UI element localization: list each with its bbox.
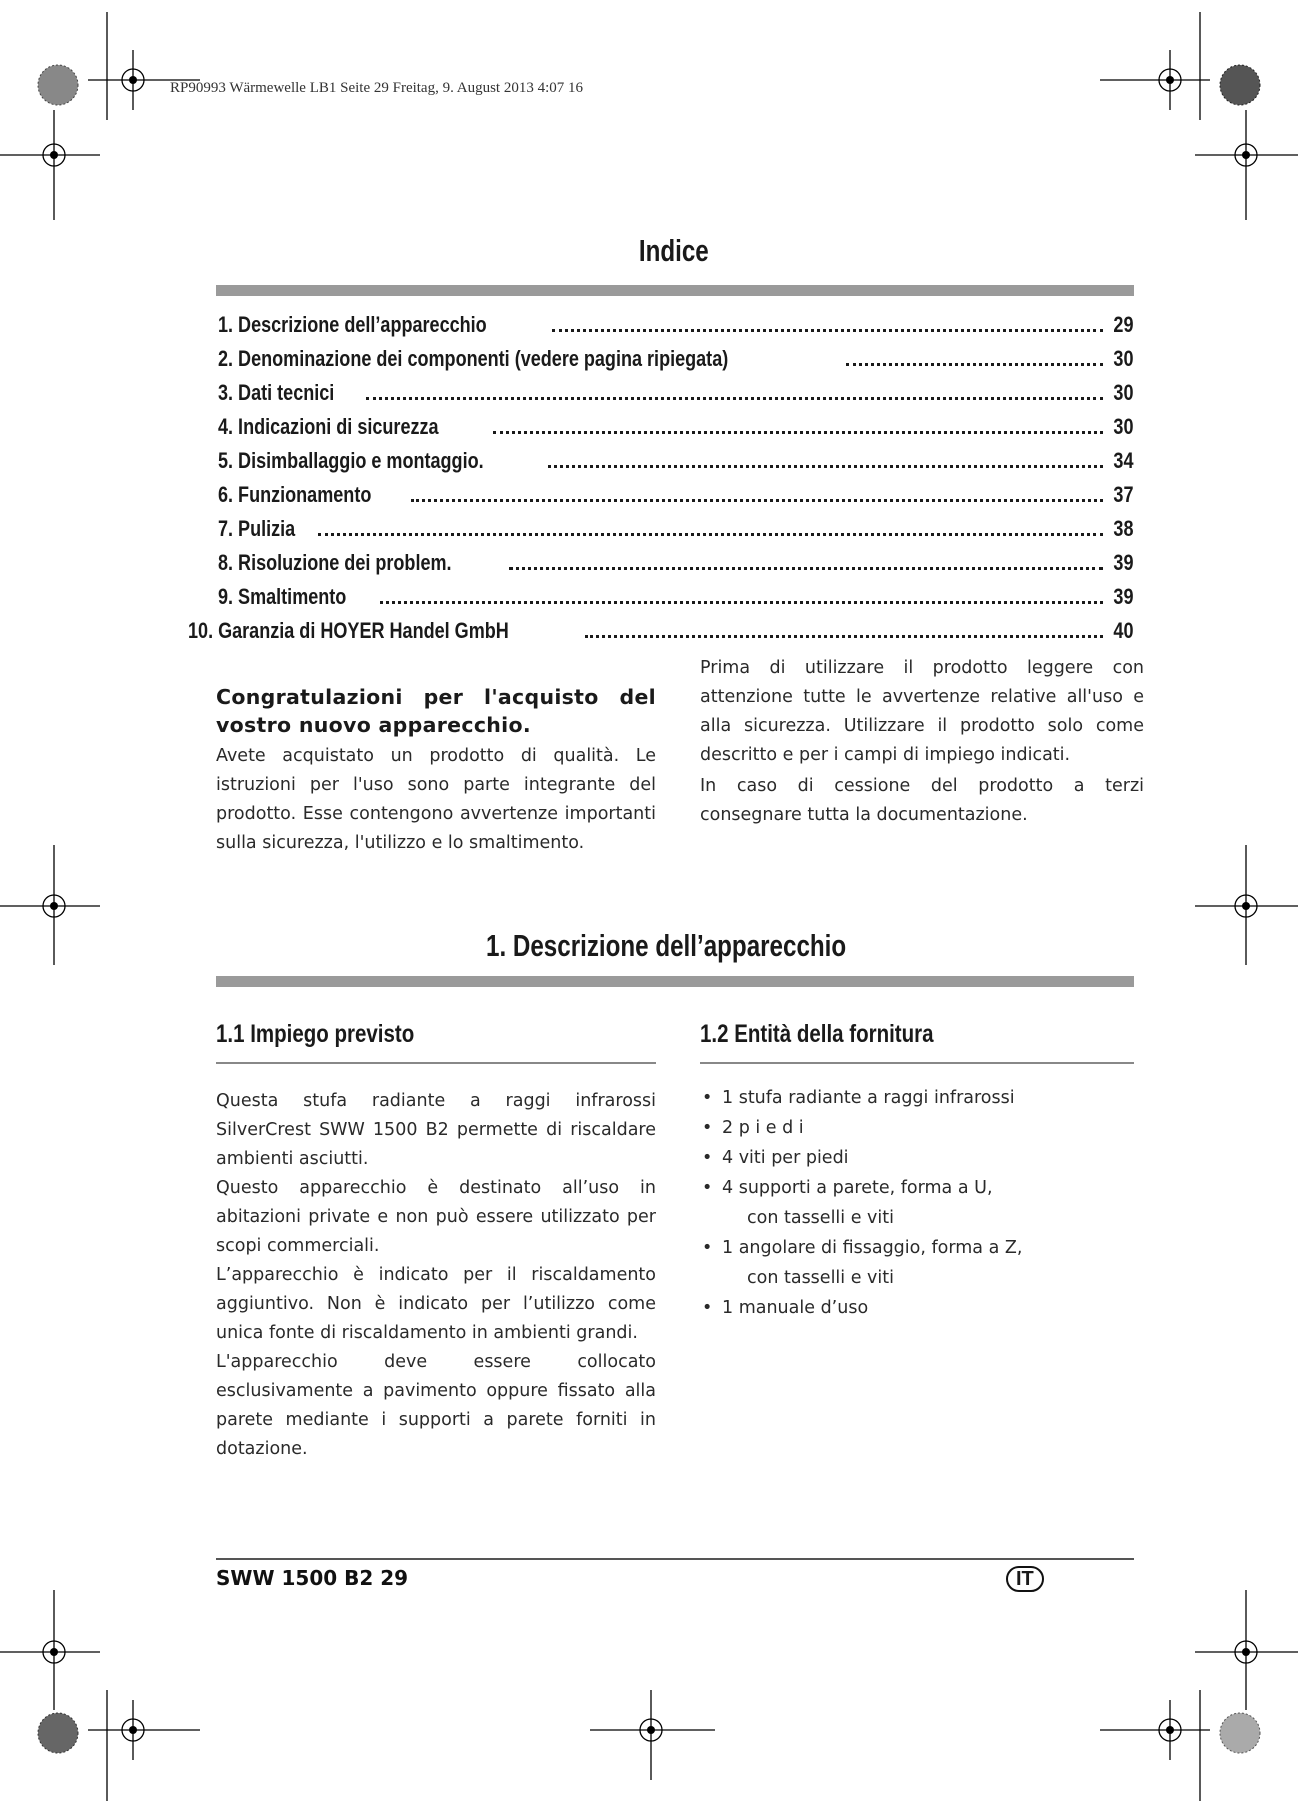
intended-use-p2: Questo apparecchio è destinato all’uso in abitazioni private e non può essere utilizzato per scopi commerciali. bbox=[216, 1178, 656, 1256]
intended-use-p3: L’apparecchio è indicato per il riscaldamento aggiuntivo. Non è indicato per l’utilizzo come unica fonte di riscaldamento in ambienti grandi. bbox=[216, 1265, 656, 1343]
toc-entry-page: 30 bbox=[1112, 380, 1133, 405]
supply-heading: 1.2 Entità della fornitura bbox=[700, 1020, 934, 1048]
toc-entry-label: 3. Dati tecnici bbox=[218, 380, 335, 405]
supply-body bbox=[700, 1083, 1140, 1323]
toc-entry-page: 38 bbox=[1112, 516, 1133, 541]
toc-entry bbox=[218, 516, 1133, 550]
toc-leader-dots bbox=[380, 601, 1102, 604]
toc-entry-page: 37 bbox=[1112, 482, 1133, 507]
supply-item-text: 1 stufa radiante a raggi infrarossi bbox=[722, 1088, 1015, 1108]
toc-entry-label: 10. Garanzia di HOYER Handel GmbH bbox=[188, 618, 509, 643]
toc-entry-label: 4. Indicazioni di sicurezza bbox=[218, 414, 439, 439]
section1-bar bbox=[216, 976, 1134, 987]
toc-entry bbox=[218, 380, 1133, 414]
intended-use-p4: L'apparecchio deve essere collocato esclusivamente a pavimento oppure fissato alla parete mediante i supporti a parete forniti in dotazione. bbox=[216, 1352, 656, 1459]
intro-right bbox=[700, 654, 1144, 830]
supply-item bbox=[700, 1173, 1140, 1233]
toc-entry bbox=[218, 448, 1133, 482]
supply-item-text: 4 viti per piedi bbox=[722, 1148, 849, 1168]
supply-item-subtext: con tasselli e viti bbox=[747, 1268, 894, 1288]
intended-use-body bbox=[216, 1087, 656, 1464]
supply-item bbox=[700, 1233, 1140, 1293]
toc-entry-page: 34 bbox=[1112, 448, 1133, 473]
supply-item-text: 4 supporti a parete, forma a U, bbox=[722, 1178, 993, 1198]
toc-entry bbox=[218, 482, 1133, 516]
toc-leader-dots bbox=[585, 635, 1102, 638]
intended-use-p1: Questa stufa radiante a raggi infrarossi SilverCrest SWW 1500 B2 permette di riscaldare ambienti asciutti. bbox=[216, 1091, 656, 1169]
intended-use bbox=[216, 1020, 656, 1049]
language-badge-wrap bbox=[1006, 1566, 1044, 1592]
supply-list bbox=[700, 1083, 1140, 1323]
toc-entry bbox=[218, 584, 1133, 618]
index-title: Indice bbox=[639, 233, 709, 268]
toc-entry-page: 40 bbox=[1112, 618, 1133, 643]
print-info: RP90993 Wärmewelle LB1 Seite 29 Freitag, 9. August 2013 4:07 16 bbox=[170, 80, 584, 96]
toc-entry-label: 9. Smaltimento bbox=[218, 584, 347, 609]
supply-item-text: 1 manuale d’uso bbox=[722, 1298, 869, 1318]
toc-leader-dots bbox=[509, 567, 1103, 570]
intro-right-text-2: In caso di cessione del prodotto a terzi consegnare tutta la documentazione. bbox=[700, 776, 1144, 825]
toc-leader-dots bbox=[846, 363, 1102, 366]
section1-title-wrap bbox=[486, 928, 948, 964]
toc-entry-label: 6. Funzionamento bbox=[218, 482, 372, 507]
intended-use-rule bbox=[216, 1062, 656, 1064]
congrats-line-2: vostro nuovo apparecchio. bbox=[216, 713, 531, 737]
toc-entry bbox=[218, 312, 1133, 346]
table-of-contents bbox=[188, 312, 1133, 652]
intro-left bbox=[216, 683, 656, 858]
supply-item-subtext: con tasselli e viti bbox=[747, 1208, 894, 1228]
intended-use-heading: 1.1 Impiego previsto bbox=[216, 1020, 415, 1048]
title-bar bbox=[216, 285, 1134, 296]
section1-title: 1. Descrizione dell’apparecchio bbox=[486, 928, 847, 963]
toc-entry bbox=[218, 550, 1133, 584]
intro-left-text: Avete acquistato un prodotto di qualità. Le istruzioni per l'uso sono parte integrante del prodotto. Esse contengono avvertenze importanti sulla sicurezza, l'utilizzo e lo smaltimento. bbox=[216, 746, 656, 853]
toc-entry-label: 2. Denominazione dei componenti (vedere pagina ripiegata) bbox=[218, 346, 729, 371]
congrats-line-1: Congratulazioni per l'acquisto del bbox=[216, 685, 656, 709]
toc-entry-label: 8. Risoluzione dei problem. bbox=[218, 550, 452, 575]
toc-entry-page: 30 bbox=[1112, 414, 1133, 439]
supply-item bbox=[700, 1113, 1140, 1143]
toc-entry bbox=[188, 618, 1133, 652]
toc-entry-page: 39 bbox=[1112, 584, 1133, 609]
toc-entry-page: 29 bbox=[1112, 312, 1133, 337]
toc-entry-label: 7. Pulizia bbox=[218, 516, 296, 541]
supply-item bbox=[700, 1293, 1140, 1323]
footer-model-page: SWW 1500 B2 29 bbox=[216, 1566, 409, 1590]
toc-leader-dots bbox=[552, 329, 1103, 332]
supply-rule bbox=[700, 1062, 1134, 1064]
supply-item bbox=[700, 1143, 1140, 1173]
supply bbox=[700, 1020, 1140, 1049]
toc-leader-dots bbox=[318, 533, 1102, 536]
toc-leader-dots bbox=[493, 431, 1103, 434]
supply-item-text: 2 p i e d i bbox=[722, 1118, 804, 1138]
toc-entry bbox=[218, 414, 1133, 448]
intro-right-text-1: Prima di utilizzare il prodotto leggere con attenzione tutte le avvertenze relative all'uso e alla sicurezza. Utilizzare il prodotto solo come descritto e per i campi di impiego indicati. bbox=[700, 658, 1144, 765]
supply-item bbox=[700, 1083, 1140, 1113]
toc-leader-dots bbox=[366, 397, 1103, 400]
toc-leader-dots bbox=[548, 465, 1103, 468]
index-title-wrap bbox=[0, 233, 1298, 269]
supply-item-text: 1 angolare di fissaggio, forma a Z, bbox=[722, 1238, 1023, 1258]
toc-entry bbox=[218, 346, 1133, 380]
language-badge: IT bbox=[1006, 1566, 1044, 1592]
toc-entry-page: 39 bbox=[1112, 550, 1133, 575]
toc-entry-label: 5. Disimballaggio e montaggio. bbox=[218, 448, 484, 473]
toc-entry-label: 1. Descrizione dell’apparecchio bbox=[218, 312, 487, 337]
toc-entry-page: 30 bbox=[1112, 346, 1133, 371]
footer-rule bbox=[216, 1558, 1134, 1560]
toc-leader-dots bbox=[411, 499, 1103, 502]
